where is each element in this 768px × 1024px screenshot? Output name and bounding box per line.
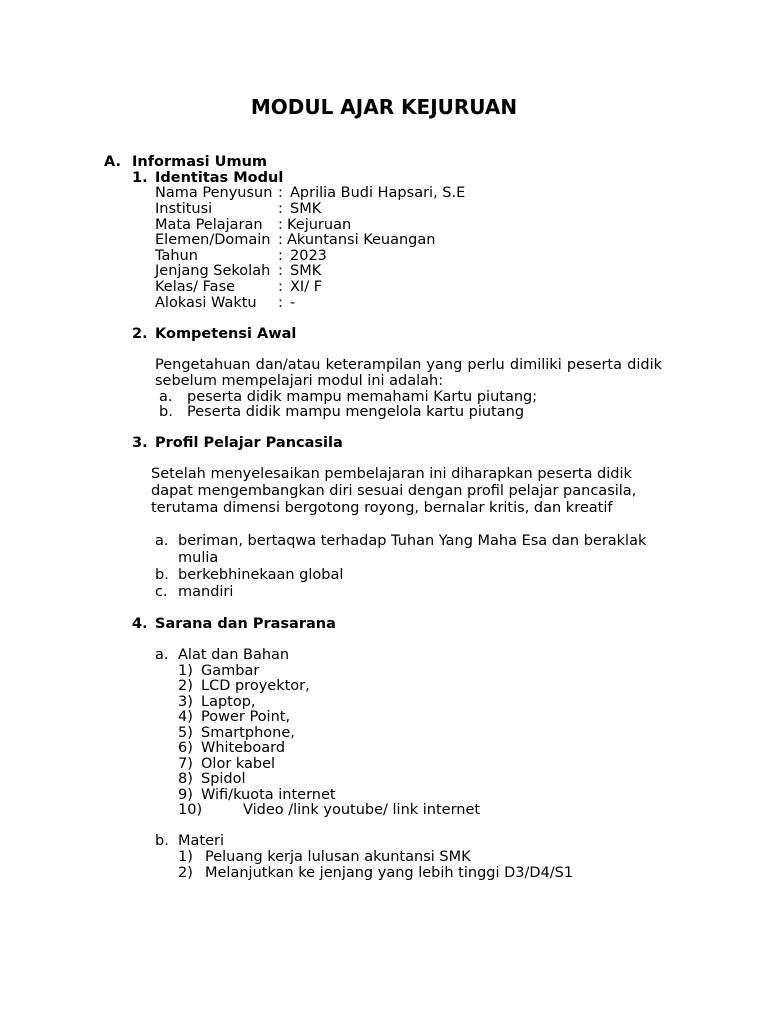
identitas-label: Jenjang Sekolah — [155, 263, 271, 279]
kompetensi-heading: Kompetensi Awal — [155, 326, 297, 342]
alat-item-number: 1) — [178, 663, 193, 679]
identitas-value: Kejuruan — [287, 217, 352, 233]
alat-item-text: Laptop, — [201, 694, 256, 710]
profil-item-marker: c. — [155, 584, 168, 600]
alat-marker: a. — [155, 647, 169, 663]
alat-item-text: Video /link youtube/ link internet — [243, 802, 481, 818]
identitas-value: SMK — [290, 263, 322, 279]
identitas-separator: : — [278, 201, 283, 217]
alat-item-text: Gambar — [201, 663, 260, 679]
identitas-label: Nama Penyusun — [155, 185, 273, 201]
identitas-separator: : — [278, 185, 283, 201]
alat-item-number: 5) — [178, 725, 193, 741]
profil-number: 3. — [132, 435, 148, 451]
sarana-heading: Sarana dan Prasarana — [155, 616, 336, 632]
kompetensi-paragraph-line: Pengetahuan dan/atau keterampilan yang perlu dimiliki peserta didik — [155, 357, 662, 373]
alat-item-number: 2) — [178, 678, 193, 694]
identitas-separator: : — [278, 263, 283, 279]
document-title: MODUL AJAR KEJURUAN — [250, 95, 518, 119]
kompetensi-item-text: Peserta didik mampu mengelola kartu piutang — [187, 404, 525, 420]
identitas-value: SMK — [290, 201, 322, 217]
alat-item-text: Smartphone, — [201, 725, 295, 741]
alat-item-number: 6) — [178, 740, 193, 756]
alat-item-text: LCD proyektor, — [201, 678, 310, 694]
identitas-value: Akuntansi Keuangan — [287, 232, 436, 248]
identitas-label: Mata Pelajaran — [155, 217, 263, 233]
identitas-separator: : — [278, 295, 283, 311]
kompetensi-item-marker: b. — [159, 404, 173, 420]
profil-item-text: berkebhinekaan global — [178, 567, 344, 583]
alat-item-text: Spidol — [201, 771, 246, 787]
identitas-value: - — [290, 295, 296, 311]
profil-paragraph-line: dapat mengembangkan diri sesuai dengan profil pelajar pancasila, — [151, 483, 637, 499]
alat-item-number: 3) — [178, 694, 193, 710]
materi-item-number: 2) — [178, 865, 193, 881]
identitas-label: Institusi — [155, 201, 213, 217]
profil-heading: Profil Pelajar Pancasila — [155, 435, 343, 451]
section-a-marker: A. — [104, 154, 121, 170]
profil-item-text: beriman, bertaqwa terhadap Tuhan Yang Maha Esa dan beraklak — [178, 533, 647, 549]
alat-item-text: Power Point, — [201, 709, 291, 725]
identitas-separator: : — [278, 279, 283, 295]
kompetensi-item-text: peserta didik mampu memahami Kartu piutang; — [187, 389, 538, 405]
alat-item-number: 7) — [178, 756, 193, 772]
identitas-value: Aprilia Budi Hapsari, S.E — [290, 185, 466, 201]
alat-item-number: 4) — [178, 709, 193, 725]
profil-paragraph-line: terutama dimensi bergotong royong, bernalar kritis, dan kreatif — [151, 500, 613, 516]
section-a-heading: Informasi Umum — [132, 154, 267, 170]
alat-item-number: 10) — [178, 802, 203, 818]
profil-item-marker: a. — [155, 533, 169, 549]
profil-item-marker: b. — [155, 567, 169, 583]
alat-item-number: 9) — [178, 787, 193, 803]
sarana-number: 4. — [132, 616, 148, 632]
profil-item-text: mandiri — [178, 584, 234, 600]
profil-item-text-continued: mulia — [178, 550, 219, 566]
profil-paragraph-line: Setelah menyelesaikan pembelajaran ini diharapkan peserta didik — [151, 466, 632, 482]
alat-item-number: 8) — [178, 771, 193, 787]
materi-item-text: Peluang kerja lulusan akuntansi SMK — [205, 849, 471, 865]
identitas-separator: : — [278, 248, 283, 264]
kompetensi-item-marker: a. — [159, 389, 173, 405]
identitas-heading: Identitas Modul — [155, 170, 284, 186]
identitas-number: 1. — [132, 170, 148, 186]
materi-item-text: Melanjutkan ke jenjang yang lebih tinggi D3/D4/S1 — [205, 865, 574, 881]
identitas-label: Alokasi Waktu — [155, 295, 257, 311]
identitas-separator: : — [278, 217, 283, 233]
identitas-separator: : — [278, 232, 283, 248]
identitas-label: Elemen/Domain — [155, 232, 271, 248]
alat-item-text: Whiteboard — [201, 740, 286, 756]
identitas-value: XI/ F — [290, 279, 323, 295]
kompetensi-number: 2. — [132, 326, 148, 342]
materi-marker: b. — [155, 833, 169, 849]
alat-item-text: Olor kabel — [201, 756, 276, 772]
materi-item-number: 1) — [178, 849, 193, 865]
identitas-label: Tahun — [155, 248, 198, 264]
identitas-value: 2023 — [290, 248, 327, 264]
alat-heading: Alat dan Bahan — [178, 647, 290, 663]
identitas-label: Kelas/ Fase — [155, 279, 236, 295]
materi-heading: Materi — [178, 833, 224, 849]
kompetensi-paragraph-line: sebelum mempelajari modul ini adalah: — [155, 373, 444, 389]
alat-item-text: Wifi/kuota internet — [201, 787, 336, 803]
